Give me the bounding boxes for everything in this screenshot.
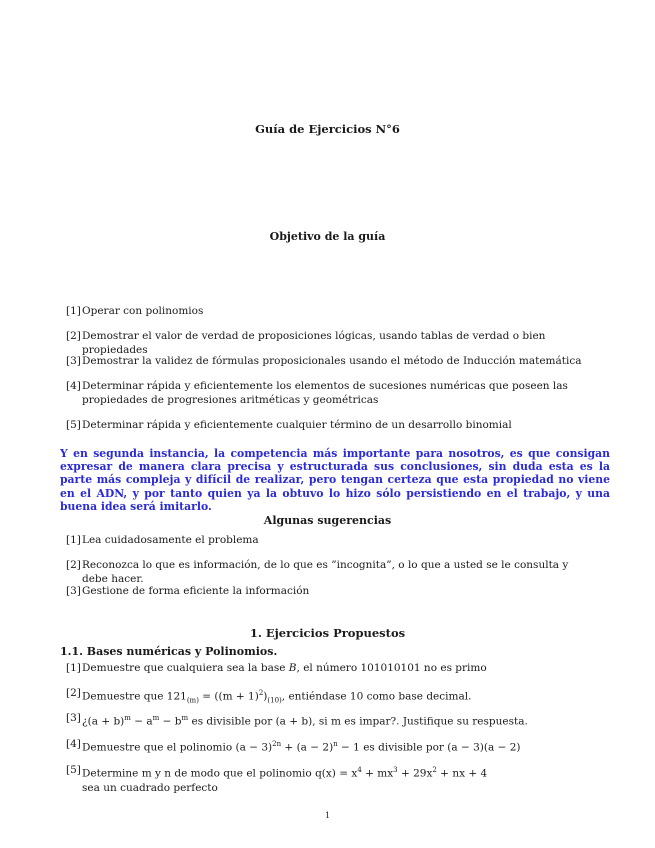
item-number: [2] [66, 559, 81, 571]
item-number: [5] [66, 419, 81, 431]
item-text: Determine m y n de modo que el polinomio $q(x) = x^4 + mx^3 + 29x^2$ + nx + 4 sea un cuadrado perfecto [82, 766, 488, 794]
objective-item [66, 354, 586, 368]
item-text: Operar con polinomios [82, 305, 204, 317]
item-number: [3] [66, 355, 81, 367]
item-number: [1] [66, 662, 81, 674]
exercise-item [66, 763, 586, 795]
item-text: Demuestre que cualquiera sea la base B, el número 101010101 no es primo [82, 662, 487, 674]
item-text: Determinar rápida y eficientemente los elementos de sucesiones numéricas que poseen las propiedades de progresiones aritméticas y geométricas [82, 380, 568, 406]
item-number: [2] [66, 330, 81, 342]
document-title: Guía de Ejercicios N°6 [255, 122, 400, 136]
objective-heading: Objetivo de la guía [269, 230, 386, 243]
item-number: [3] [66, 585, 81, 597]
item-text: Lea cuidadosamente el problema [82, 534, 259, 546]
item-text: Demuestre que el polinomio $(a - 3)^{2n} + (a - 2)^n - 1$ es divisible por (a − 3)(a − 2) [82, 740, 521, 754]
objective-item [66, 329, 586, 357]
page-number: 1 [324, 811, 331, 820]
suggestion-item [66, 584, 586, 598]
item-text: Demuestre que $121_{(m)} = ((m + 1)^2)_{(10)}$, entiéndase 10 como base decimal. [82, 689, 472, 705]
item-text: Reconozca lo que es información, de lo que es ”incognita”, o lo que a usted se le consulta y debe hacer. [82, 559, 569, 585]
objective-item [66, 418, 586, 432]
item-number: [4] [66, 380, 81, 392]
suggestion-item [66, 533, 586, 547]
item-number: [2] [66, 687, 81, 699]
item-number: [1] [66, 305, 81, 317]
suggestions-heading: Algunas sugerencias [263, 514, 392, 527]
subsection-heading: 1.1. Bases numéricas y Polinomios. [60, 645, 278, 658]
item-text: Gestione de forma eficiente la información [82, 585, 310, 597]
item-text: Demostrar la validez de fórmulas proposicionales usando el método de Inducción matemática [82, 355, 582, 367]
exercise-item [66, 686, 586, 708]
exercise-item [66, 711, 586, 729]
objective-item [66, 304, 586, 318]
item-number: [1] [66, 534, 81, 546]
exercise-item [66, 737, 586, 755]
objective-item [66, 379, 586, 407]
item-number: [5] [66, 764, 81, 776]
item-text: Determinar rápida y eficientemente cualquier término de un desarrollo binomial [82, 419, 512, 431]
competence-paragraph: Y en segunda instancia, la competencia más importante para nosotros, es que consigan expresar de manera clara precisa y estructurada sus conclusiones, sin duda esta es la parte más compleja y difícil de realizar, pero tengan certeza que esta propiedad no viene en el ADN, y por tanto quien ya la obtuvo lo hizo sólo persistiendo en el trabajo, y una buena idea será imitarlo. [60, 447, 610, 513]
item-number: [3] [66, 712, 81, 724]
item-text: Demostrar el valor de verdad de proposiciones lógicas, usando tablas de verdad o bien propiedades [82, 330, 546, 356]
exercise-item [66, 661, 586, 675]
item-text: ¿$(a + b)^m - a^m - b^m$ es divisible por (a + b), si m es impar?. Justifique su respuesta. [82, 714, 528, 728]
section-heading: 1. Ejercicios Propuestos [249, 626, 406, 640]
item-number: [4] [66, 738, 81, 750]
suggestion-item [66, 558, 586, 586]
